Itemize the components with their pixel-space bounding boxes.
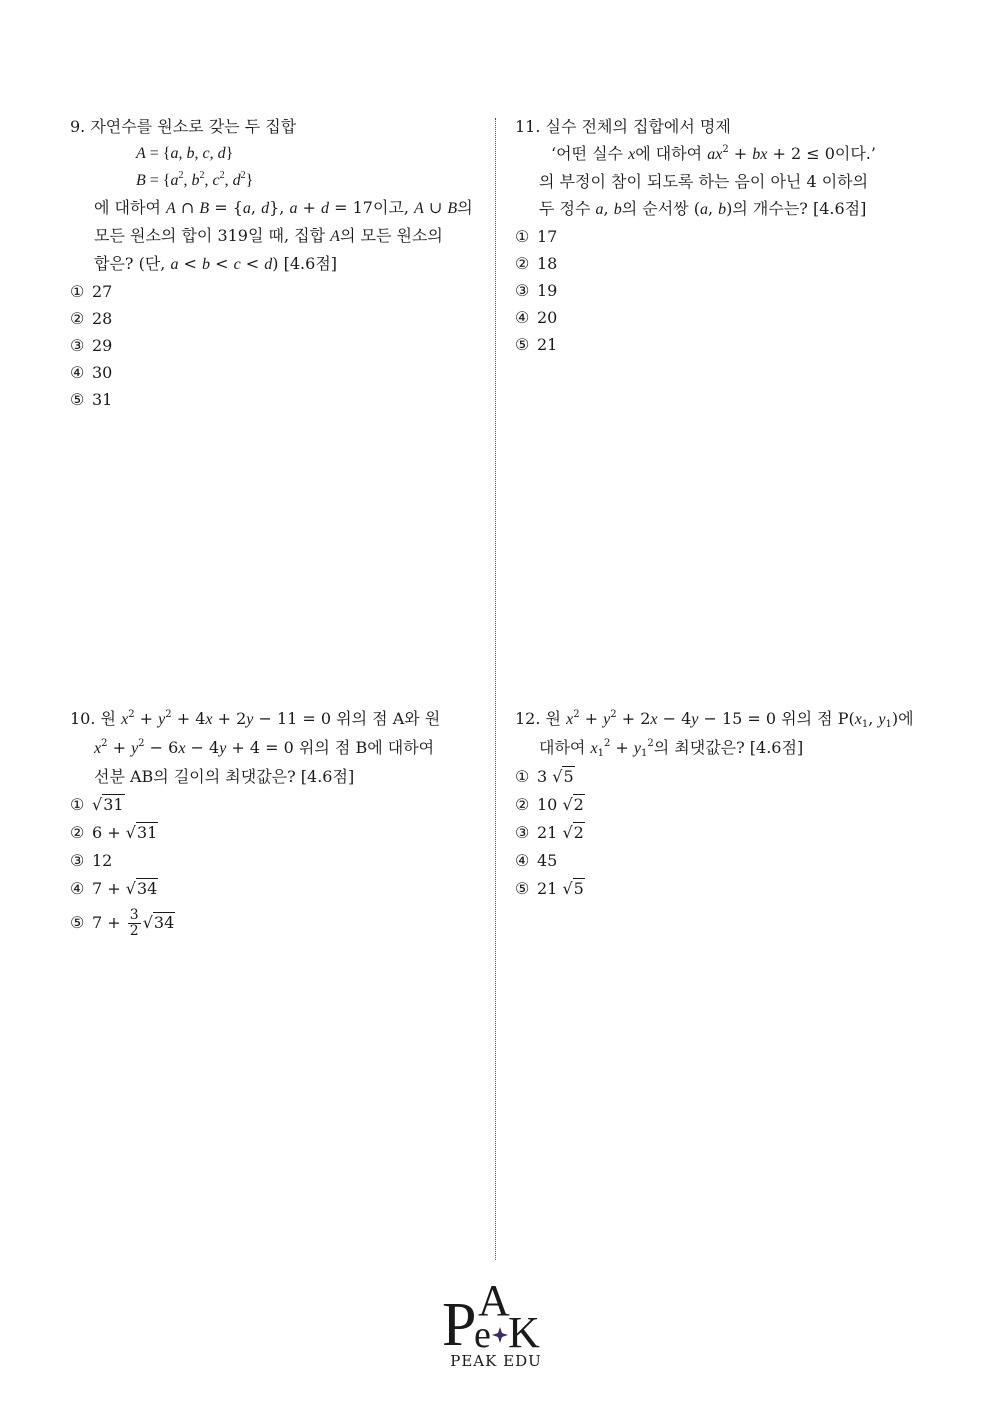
fraction-3-2: $\frac{3}{2}$ (129, 907, 139, 939)
question-9-head: 9. 자연수를 원소로 갖는 두 집합 (70, 117, 297, 136)
question-11-head: 11. 실수 전체의 집합에서 명제 (515, 117, 731, 136)
question-9 (70, 113, 480, 413)
choice-2[interactable]: ② 28 (70, 309, 113, 328)
svg-text:A: A (478, 1276, 510, 1325)
choice-5[interactable]: ⑤ 7 + $\frac{3}{2}$ √34 (70, 907, 175, 939)
question-12 (515, 705, 935, 903)
question-9-body-3: 합은? (단, a < b < c < d) [4.6점] (94, 254, 338, 273)
choice-3[interactable]: ③ 12 (70, 851, 113, 870)
question-11-body-2: 두 정수 a, b의 순서쌍 (a, b)의 개수는? [4.6점] (539, 199, 867, 218)
question-number: 10. (70, 709, 96, 728)
choice-4[interactable]: ④ 20 (515, 308, 558, 327)
question-9-body-2: 모든 원소의 합이 319일 때, 집합 A의 모든 원소의 (94, 226, 443, 245)
question-10 (70, 705, 480, 943)
svg-text:K: K (508, 1308, 540, 1357)
question-10-body-1: $x^2 + y^2 - 6x - 4y + 4 = 0$ 위의 점 B에 대하여 (94, 738, 435, 757)
question-11-choices (515, 223, 925, 358)
question-number: 12. (515, 709, 541, 728)
question-12-head: 12. 원 $x^2 + y^2 + 2x - 4y - 15 = 0$ 위의 점 $P(x_1$, $y_1$)에 (515, 709, 914, 730)
choice-3[interactable]: ③ 29 (70, 336, 113, 355)
column-divider (495, 118, 496, 1260)
question-10-head: 10. 원 $x^2 + y^2 + 4x + 2y - 11 = 0$ 위의 점 A와 원 (70, 709, 441, 728)
question-number: 9. (70, 117, 86, 136)
choice-5[interactable]: ⑤ 21 (515, 335, 558, 354)
question-12-body-1: 대하여 $x_1^2 + y_1^2$의 최댓값은? [4.6점] (539, 738, 804, 759)
svg-text:e: e (474, 1314, 491, 1356)
choice-5[interactable]: ⑤ 31 (70, 390, 113, 409)
choice-2[interactable]: ② 18 (515, 254, 558, 273)
question-11-body-1: 의 부정이 참이 되도록 하는 음이 아닌 4 이하의 (539, 172, 869, 191)
question-11 (515, 113, 925, 358)
star-icon (492, 1327, 508, 1343)
choice-5[interactable]: ⑤ 21 √5 (515, 879, 584, 898)
question-10-choices (70, 791, 480, 943)
choice-4[interactable]: ④ 45 (515, 851, 558, 870)
set-b: $B = \{a^2$, $b^2$, $c^2$, $d^2$} (136, 170, 254, 189)
sqrt-31: √31 (92, 795, 124, 814)
choice-1[interactable]: ① 17 (515, 227, 558, 246)
choice-1[interactable]: ① 3 √5 (515, 767, 574, 786)
question-10-body-2: 선분 AB의 길이의 최댓값은? [4.6점] (94, 767, 355, 786)
choice-1[interactable]: ① 27 (70, 282, 113, 301)
question-11-quote: ‘어떤 실수 x에 대하여 $ax^2$ + bx + 2 ≤ 0이다.’ (551, 144, 876, 163)
choice-4[interactable]: ④ 7 + √34 (70, 879, 158, 898)
question-9-choices (70, 278, 480, 413)
choice-4[interactable]: ④ 30 (70, 363, 113, 382)
choice-3[interactable]: ③ 19 (515, 281, 558, 300)
choice-2[interactable]: ② 6 + √31 (70, 823, 158, 842)
question-12-choices (515, 763, 935, 903)
choice-3[interactable]: ③ 21 √2 (515, 823, 584, 842)
choice-1[interactable]: ① √31 (70, 791, 480, 819)
question-9-body-1: 에 대하여 A ∩ B = {a, d}, a + d = 17이고, A ∪ B의 (94, 198, 473, 217)
set-a: A = {a, b, c, d} (136, 145, 234, 162)
logo-caption: PEAK EDU (450, 1352, 542, 1370)
svg-text:P: P (442, 1291, 477, 1359)
choice-2[interactable]: ② 10 √2 (515, 795, 584, 814)
question-number: 11. (515, 117, 541, 136)
